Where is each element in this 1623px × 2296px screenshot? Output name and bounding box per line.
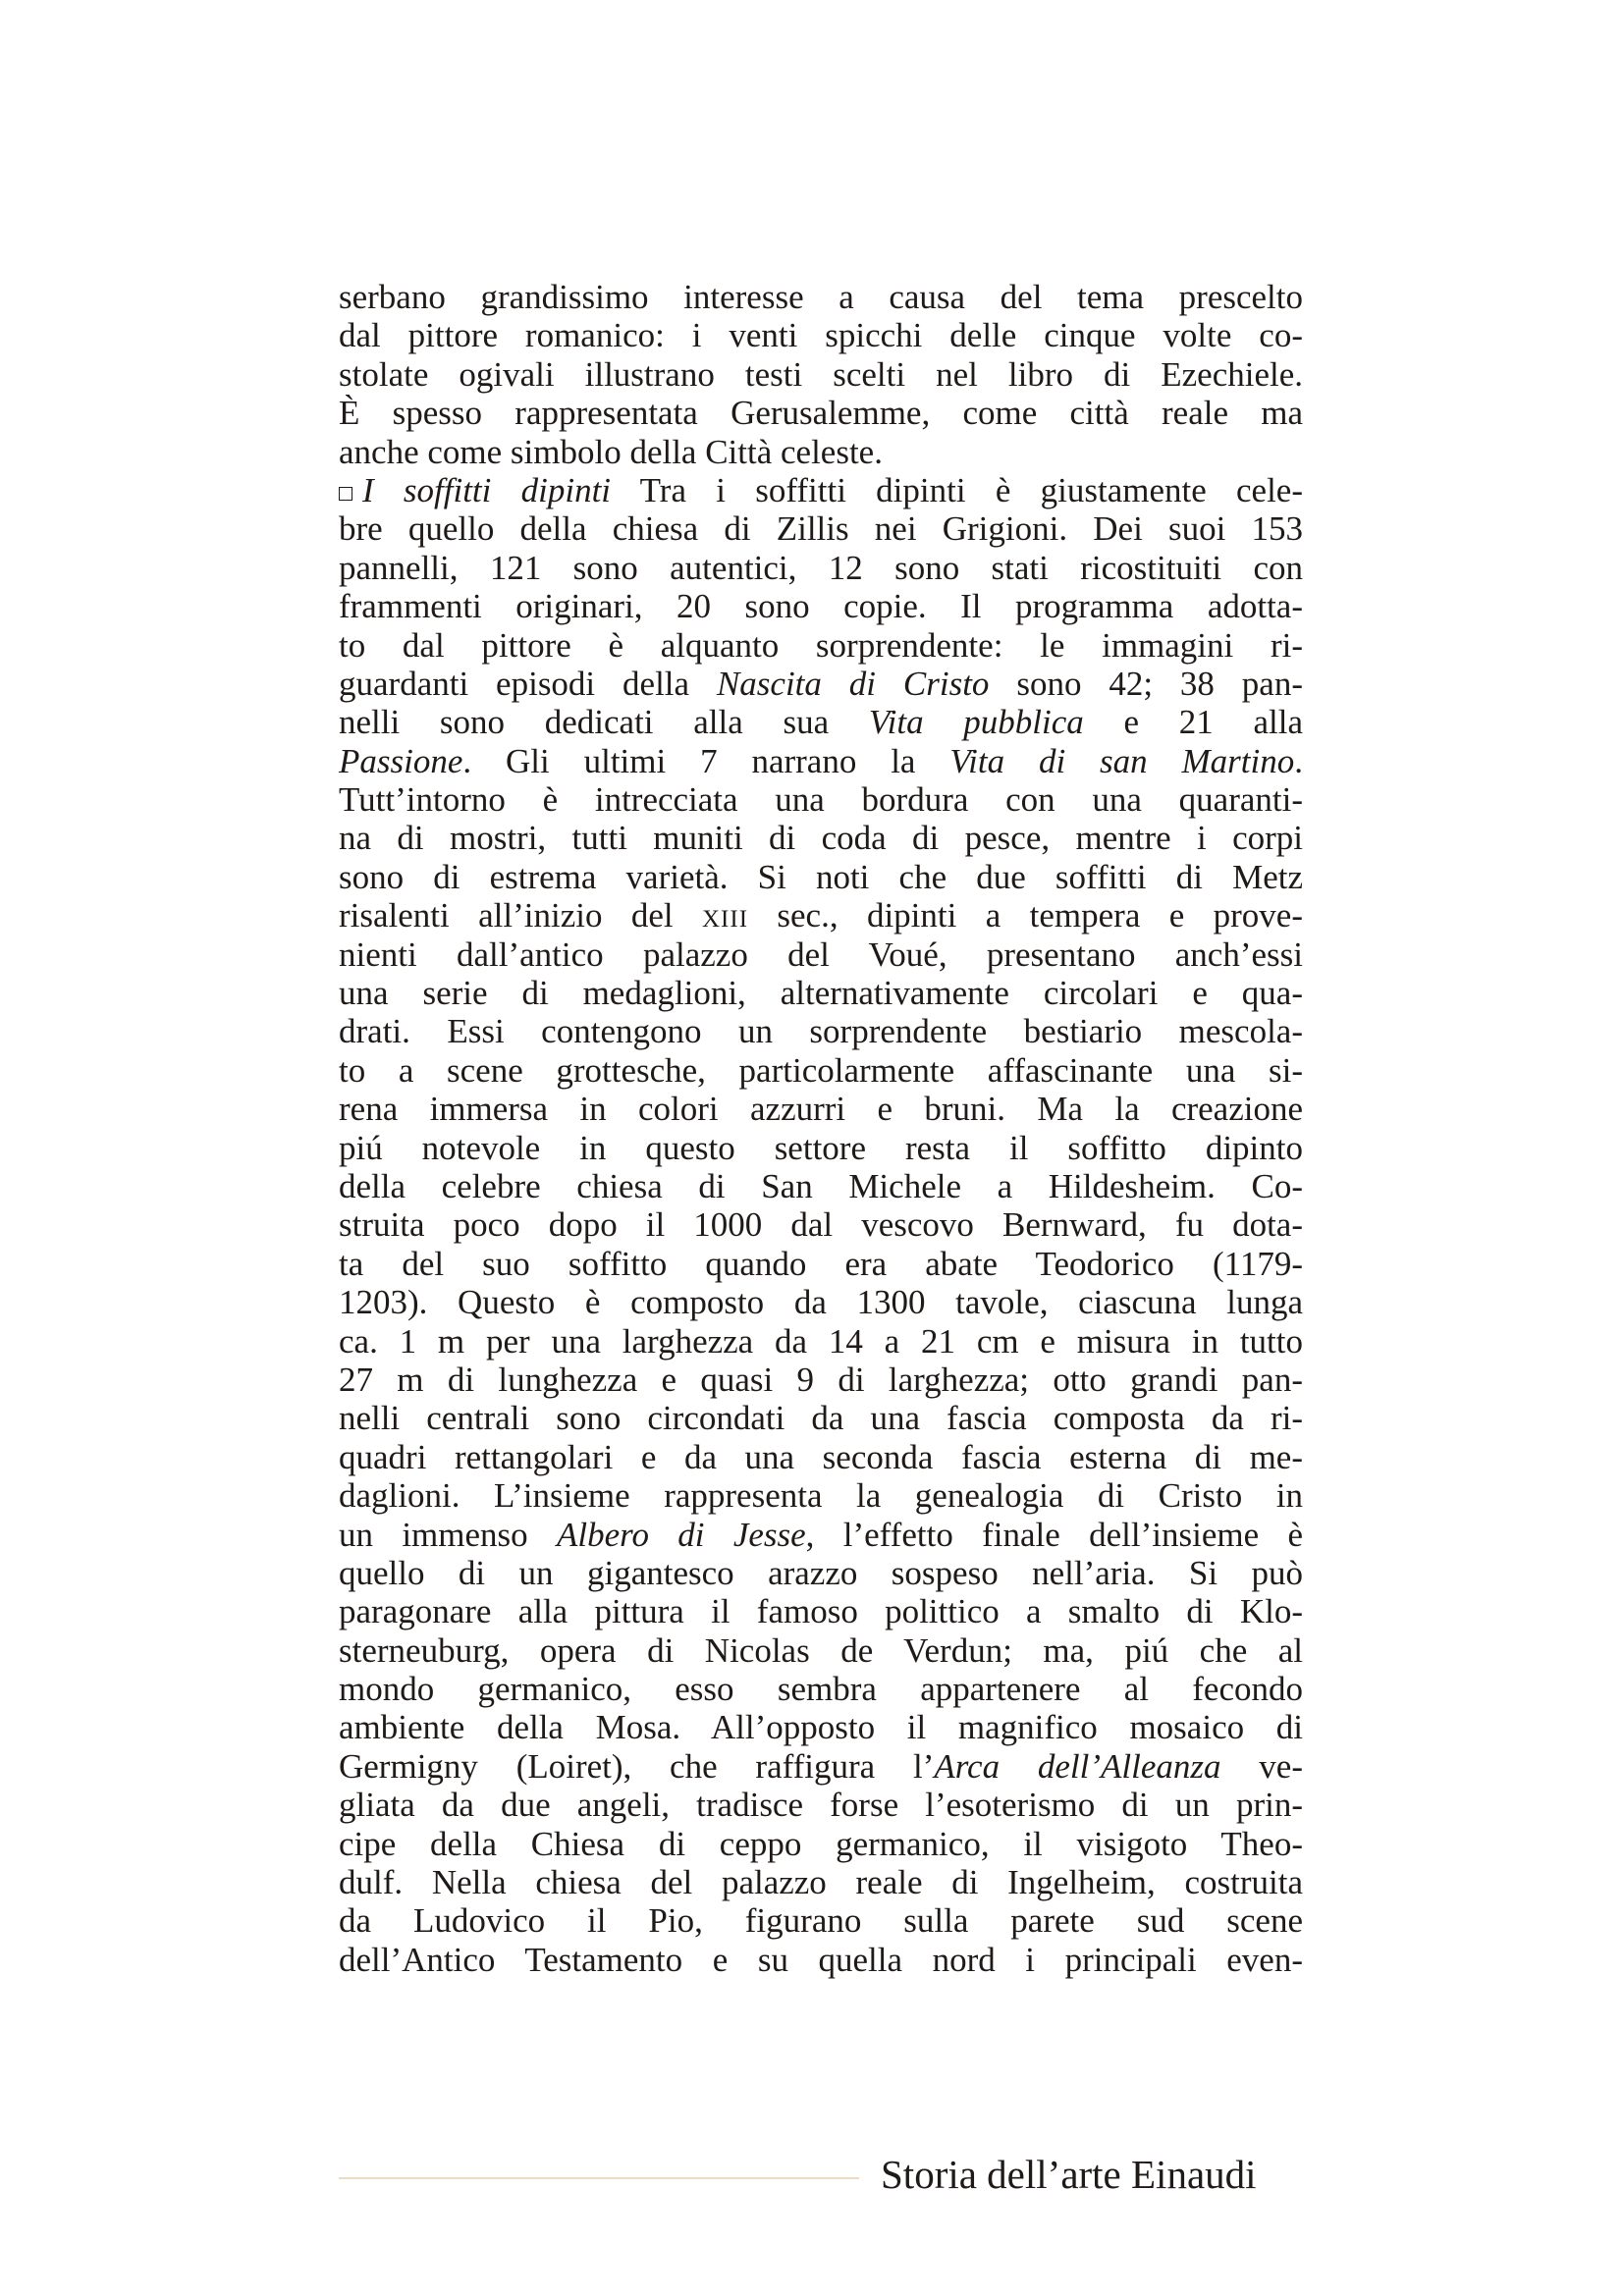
text-line: serbano grandissimo interesse a causa del tema prescelto (339, 278, 1303, 316)
text-line: na di mostri, tutti muniti di coda di pesce, mentre i corpi (339, 819, 1303, 858)
text-span: , l’effetto finale dell’insieme è (805, 1515, 1304, 1554)
text-line: to dal pittore è alquanto sorprendente: le immagini ri- (339, 625, 1303, 665)
text-line: struita poco dopo il 1000 dal vescovo Bernward, fu dota- (339, 1205, 1303, 1245)
text-line: stolate ogivali illustrano testi scelti nel libro di Ezechiele. (339, 354, 1303, 394)
section-heading-line (339, 471, 1303, 509)
text-span: Tra i soffitti dipinti è giustamente cele- (611, 470, 1303, 509)
text-line: È spesso rappresentata Gerusalemme, come città reale ma (339, 394, 1303, 433)
text-line: nienti dall’antico palazzo del Voué, presentano anch’essi (339, 934, 1303, 974)
text-span: ve- (1220, 1746, 1303, 1786)
text-line (339, 665, 1303, 703)
footer-title: Storia dell’arte Einaudi (881, 2152, 1257, 2197)
text-line: anche come simbolo della Città celeste. (339, 432, 883, 471)
text-line: rena immersa in colori azzurri e bruni. Ma la creazione (339, 1090, 1303, 1129)
text-line (339, 703, 1303, 741)
italic-title: Albero di Jesse (556, 1515, 806, 1554)
text-line: piú notevole in questo settore resta il soffitto dipinto (339, 1128, 1303, 1167)
text-line: nelli centrali sono circondati da una fascia composta da ri- (339, 1399, 1303, 1438)
section-heading: I soffitti dipinti (362, 470, 612, 509)
text-span: sec., dipinti a tempera e prove- (748, 896, 1303, 935)
text-line: 27 m di lunghezza e quasi 9 di larghezza; otto grandi pan- (339, 1360, 1303, 1399)
text-line: quello di un gigantesco arazzo sospeso nell’aria. Si può (339, 1553, 1303, 1592)
text-line: dell’Antico Testamento e su quella nord i principali even- (339, 1940, 1303, 1979)
text-line: pannelli, 121 sono autentici, 12 sono stati ricostituiti con (339, 548, 1303, 587)
text-span: . (1294, 741, 1303, 780)
text-line: to a scene grottesche, particolarmente affascinante una si- (339, 1050, 1303, 1090)
text-line: gliata da due angeli, tradisce forse l’esoterismo di un prin- (339, 1786, 1303, 1825)
body-text (339, 278, 1303, 1979)
century-numeral: xiii (701, 896, 749, 935)
text-line: quadri rettangolari e da una seconda fascia esterna di me- (339, 1437, 1303, 1476)
text-line: paragonare alla pittura il famoso polittico a smalto di Klo- (339, 1592, 1303, 1631)
text-span: guardanti episodi della (339, 664, 717, 703)
text-line: 1203). Questo è composto da 1300 tavole, ciascuna lunga (339, 1283, 1303, 1322)
text-line: sterneuburg, opera di Nicolas de Verdun; ma, piú che al (339, 1630, 1303, 1670)
text-line: drati. Essi contengono un sorprendente bestiario mescola- (339, 1012, 1303, 1051)
text-line: frammenti originari, 20 sono copie. Il programma adotta- (339, 587, 1303, 626)
square-bullet-icon (339, 487, 352, 501)
italic-title: Nascita di Cristo (716, 664, 990, 703)
text-span: Germigny (Loiret), che raffigura l’ (339, 1746, 935, 1786)
italic-title: Passione (339, 741, 463, 780)
text-line: dal pittore romanico: i venti spicchi delle cinque volte co- (339, 316, 1303, 355)
text-line (339, 896, 1303, 934)
italic-title: Arca dell’Alleanza (934, 1746, 1221, 1786)
text-line: dulf. Nella chiesa del palazzo reale di Ingelheim, costruita (339, 1863, 1303, 1902)
text-line: daglioni. L’insieme rappresenta la genealogia di Cristo in (339, 1476, 1303, 1516)
text-line: bre quello della chiesa di Zillis nei Grigioni. Dei suoi 153 (339, 509, 1303, 549)
text-span: e 21 alla (1083, 703, 1303, 742)
text-line: Tutt’intorno è intrecciata una bordura con una quaranti- (339, 780, 1303, 820)
text-line: cipe della Chiesa di ceppo germanico, il visigoto Theo- (339, 1824, 1303, 1863)
text-line (339, 1516, 1303, 1554)
text-line: una serie di medaglioni, alternativamente circolari e qua- (339, 974, 1303, 1013)
text-span: sono 42; 38 pan- (989, 664, 1303, 703)
text-line: ambiente della Mosa. All’opposto il magnifico mosaico di (339, 1708, 1303, 1747)
text-line: mondo germanico, esso sembra appartenere al fecondo (339, 1670, 1303, 1709)
text-line: ca. 1 m per una larghezza da 14 a 21 cm e misura in tutto (339, 1321, 1303, 1361)
text-span: . Gli ultimi 7 narrano la (462, 741, 950, 780)
footer-divider (339, 2177, 859, 2179)
text-span: un immenso (339, 1515, 557, 1554)
italic-title: Vita di san Martino (949, 741, 1295, 780)
italic-title: Vita pubblica (868, 703, 1084, 742)
text-span: risalenti all’inizio del (339, 896, 702, 935)
text-line: da Ludovico il Pio, figurano sulla parete sud scene (339, 1901, 1303, 1941)
text-line: sono di estrema varietà. Si noti che due soffitti di Metz (339, 857, 1303, 896)
text-span: nelli sono dedicati alla sua (339, 703, 869, 742)
text-line: della celebre chiesa di San Michele a Hildesheim. Co- (339, 1166, 1303, 1205)
text-line (339, 1747, 1303, 1786)
text-line (339, 742, 1303, 780)
text-line: ta del suo soffitto quando era abate Teodorico (1179- (339, 1244, 1303, 1283)
